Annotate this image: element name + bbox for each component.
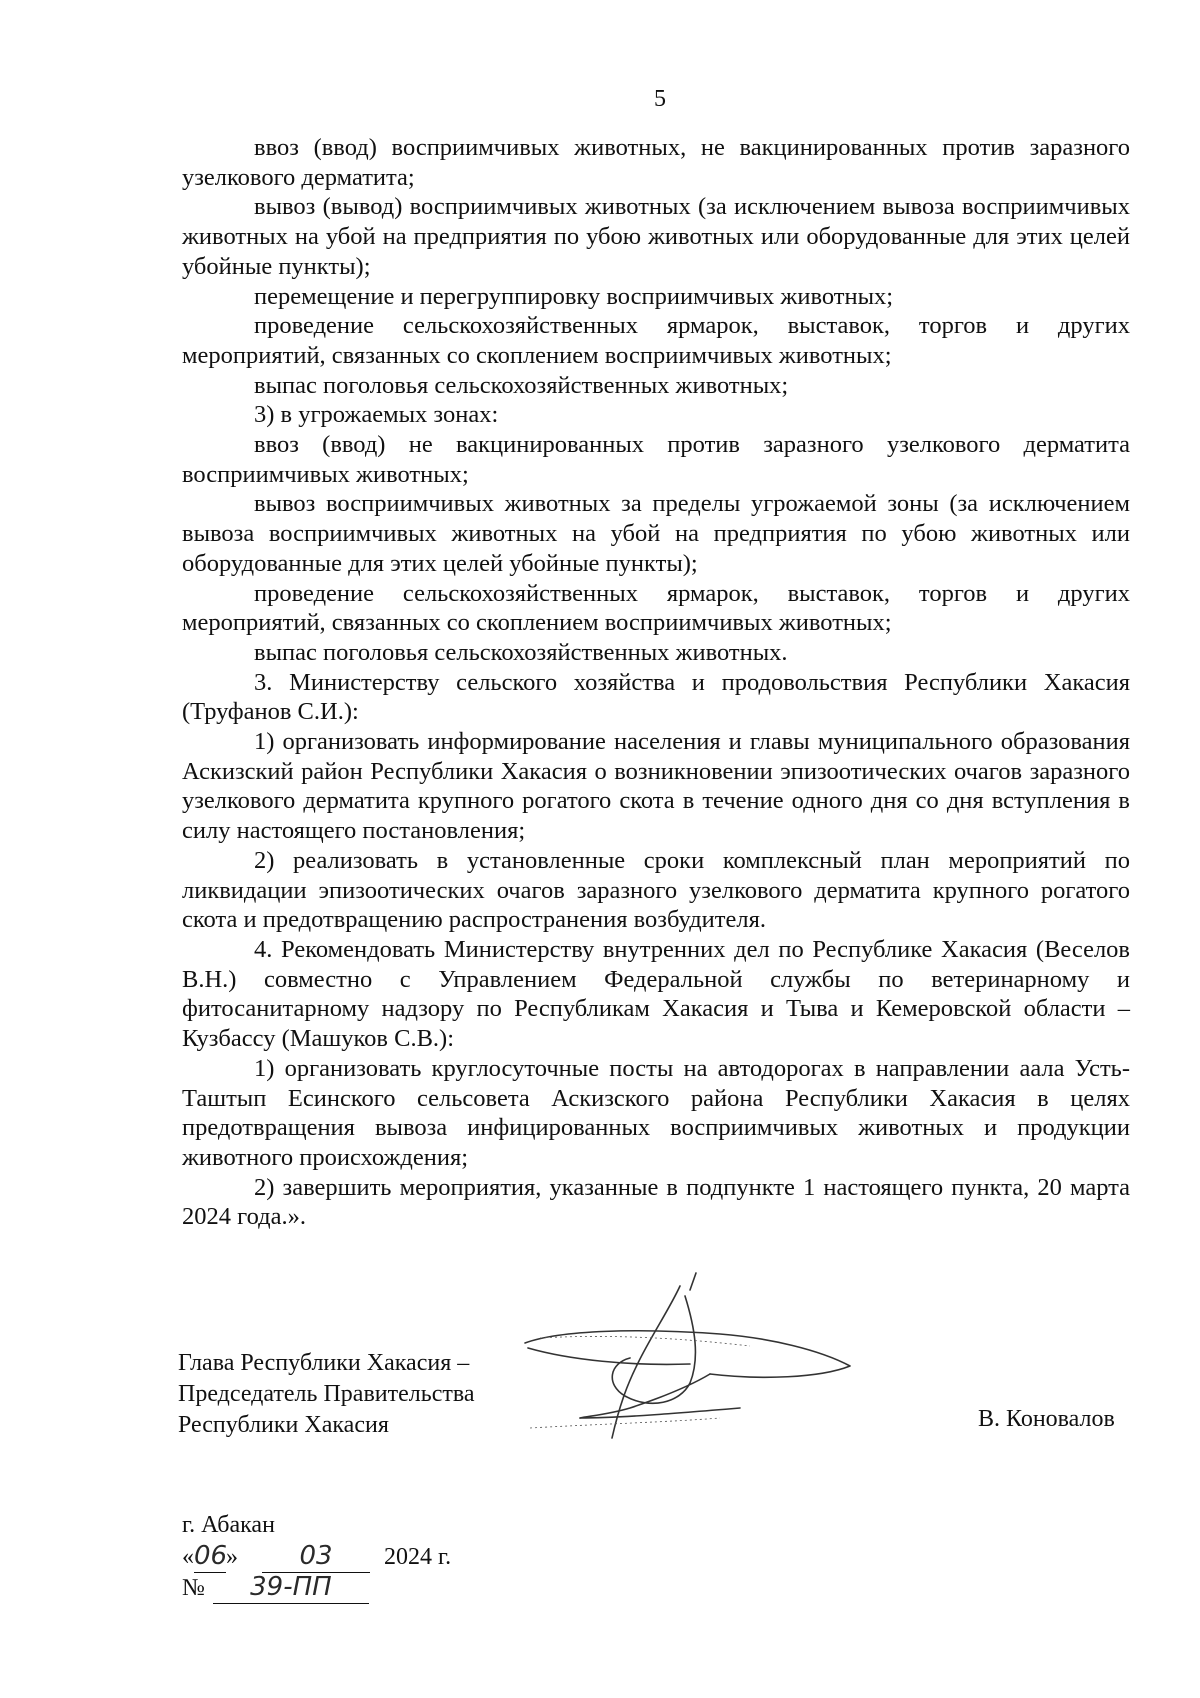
signatory-title-line: Председатель Правительства bbox=[178, 1381, 475, 1407]
signatory-title bbox=[178, 1348, 475, 1441]
paragraph: проведение сельскохозяйственных ярмарок, выставок, торгов и других мероприятий, связанных со скоплением восприимчивых животных; bbox=[182, 312, 1130, 369]
paragraph: 3) в угрожаемых зонах: bbox=[254, 401, 499, 429]
paragraph: вывоз (вывод) восприимчивых животных (за исключением вывоза восприимчивых животных на убой на предприятия по убою животных или оборудованные для этих целей убойные пункты); bbox=[182, 193, 1130, 280]
paragraph: 3. Министерству сельского хозяйства и продовольствия Республики Хакасия (Труфанов С.И.): bbox=[182, 668, 1130, 726]
handwritten-signature bbox=[520, 1268, 860, 1448]
signatory-title-line: Республики Хакасия bbox=[178, 1412, 389, 1438]
paragraph: 4. Рекомендовать Министерству внутренних дел по Республике Хакасия (Веселов В.Н.) совместно с Управлением Федеральной службы по ветеринарному и фитосанитарному надзору по Республикам Хакасия и Тыва и Кемеровской области – Кузбассу (Машуков С.В.): bbox=[182, 935, 1130, 1053]
document-body bbox=[182, 133, 1130, 1232]
date-line bbox=[182, 1541, 451, 1572]
paragraph: вывоз восприимчивых животных за пределы угрожаемой зоны (за исключением вывоза восприимчивых животных на убой на предприятия по убою животных или оборудованные для этих целей убойные пункты); bbox=[182, 490, 1130, 577]
number-line bbox=[182, 1572, 451, 1603]
page-number: 5 bbox=[654, 86, 666, 112]
paragraph: ввоз (ввод) восприимчивых животных, не вакцинированных против заразного узелкового дерматита; bbox=[182, 134, 1130, 191]
place-date-block bbox=[182, 1510, 451, 1603]
paragraph: проведение сельскохозяйственных ярмарок, выставок, торгов и других мероприятий, связанных со скоплением восприимчивых животных; bbox=[182, 579, 1130, 637]
date-year: 2024 г. bbox=[384, 1544, 452, 1570]
paragraph: 2) завершить мероприятия, указанные в подпункте 1 настоящего пункта, 20 марта 2024 года.». bbox=[182, 1173, 1130, 1231]
date-open-quote: « bbox=[182, 1544, 194, 1570]
paragraph: выпас поголовья сельскохозяйственных животных; bbox=[254, 371, 789, 399]
paragraph: 1) организовать круглосуточные посты на автодорогах в направлении аала Усть-Таштып Есинского сельсовета Аскизского района Республики Хакасия в целях предотвращения вывоза инфицированных восприимчивых животных и продукции животного происхождения; bbox=[182, 1054, 1130, 1171]
number-label: № bbox=[182, 1575, 205, 1601]
place: г. Абакан bbox=[182, 1512, 275, 1538]
date-day: 06 bbox=[194, 1541, 228, 1571]
paragraph: выпас поголовья сельскохозяйственных животных. bbox=[254, 638, 788, 666]
date-close-quote: » bbox=[226, 1544, 238, 1570]
signatory-title-line: Глава Республики Хакасия – bbox=[178, 1350, 470, 1376]
number-value: 39-ПП bbox=[213, 1572, 369, 1604]
paragraph: 1) организовать информирование населения и главы муниципального образования Аскизский район Республики Хакасия о возникновении эпизоотических очагов заразного узелкового дерматита крупного рогатого скота в течение одного дня со дня вступления в силу настоящего постановления; bbox=[182, 728, 1130, 845]
paragraph: ввоз (ввод) не вакцинированных против заразного узелкового дерматита восприимчивых животных; bbox=[182, 431, 1130, 488]
paragraph: перемещение и перегруппировку восприимчивых животных; bbox=[254, 282, 894, 310]
date-month: 03 bbox=[262, 1541, 370, 1573]
paragraph: 2) реализовать в установленные сроки комплексный план мероприятий по ликвидации эпизоотических очагов заразного узелкового дерматита крупного рогатого скота и предотвращению распространения возбудителя. bbox=[182, 846, 1130, 934]
signatory-name: В. Коновалов bbox=[978, 1406, 1115, 1432]
